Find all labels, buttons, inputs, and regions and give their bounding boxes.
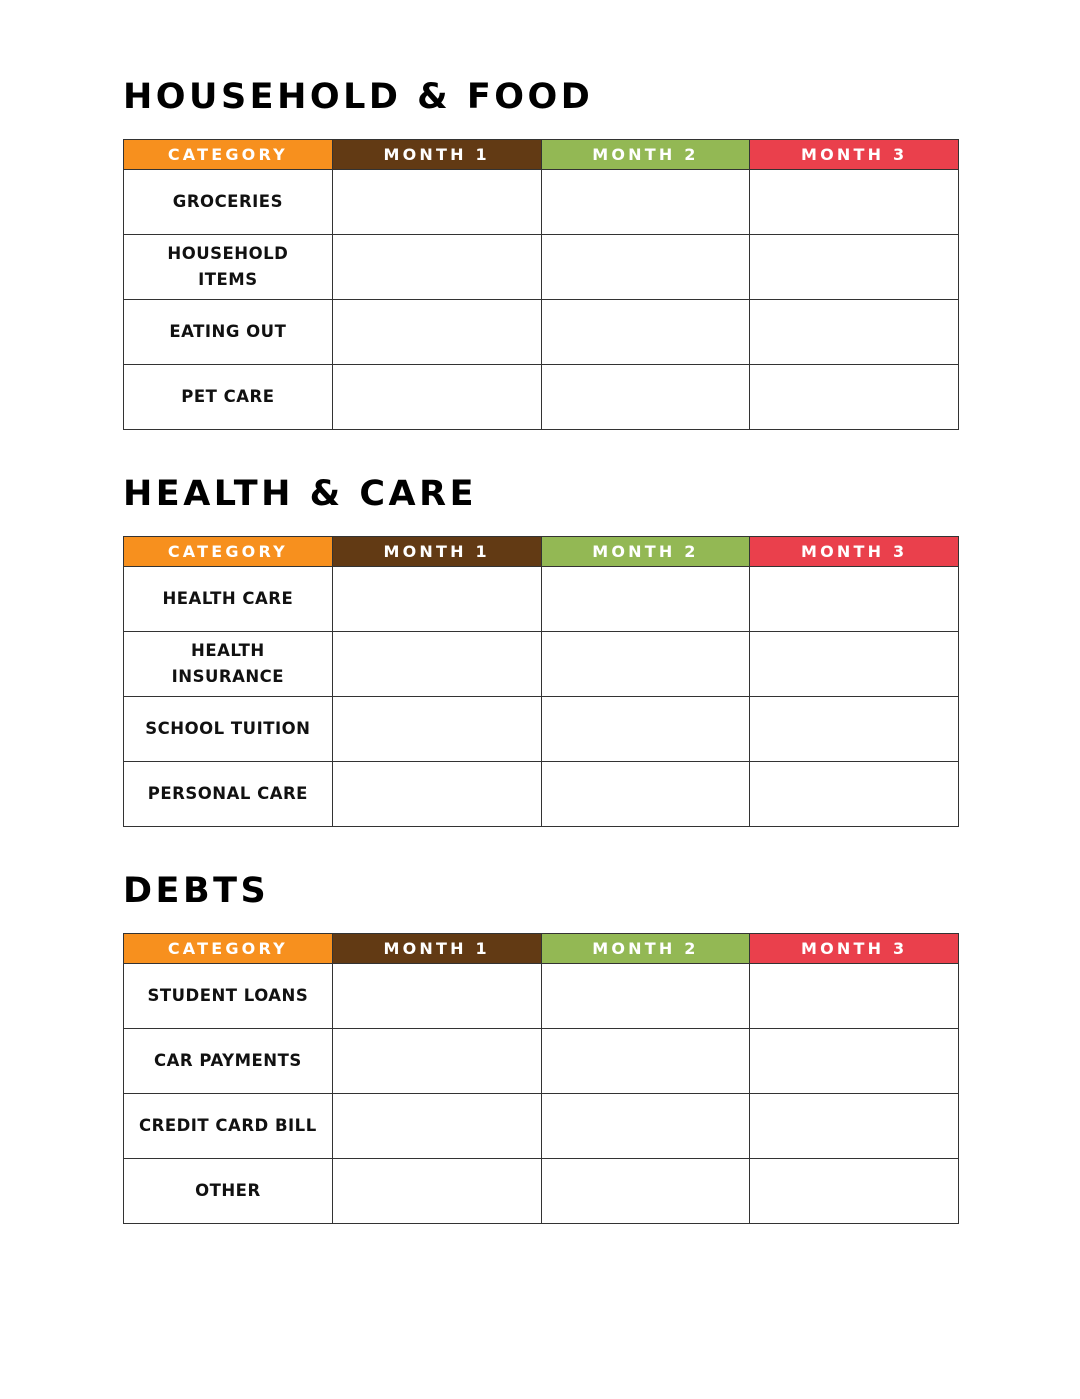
table-row	[124, 762, 959, 827]
month-3-cell[interactable]	[750, 632, 959, 697]
header-row	[124, 934, 959, 964]
month-2-cell[interactable]	[541, 697, 750, 762]
month-2-cell[interactable]	[541, 964, 750, 1029]
table-row	[124, 632, 959, 697]
month-2-cell[interactable]	[541, 300, 750, 365]
category-label: EATING OUT	[124, 300, 333, 365]
month-2-cell[interactable]	[541, 762, 750, 827]
month-1-cell[interactable]	[332, 235, 541, 300]
month-1-cell[interactable]	[332, 632, 541, 697]
month-3-cell[interactable]	[750, 170, 959, 235]
month-1-cell[interactable]	[332, 762, 541, 827]
section-title: DEBTS	[123, 871, 270, 911]
month-3-cell[interactable]	[750, 365, 959, 430]
month-1-header: MONTH 1	[332, 140, 541, 170]
month-3-header: MONTH 3	[750, 934, 959, 964]
section-title: HEALTH & CARE	[123, 474, 477, 514]
table-row	[124, 365, 959, 430]
month-3-cell[interactable]	[750, 1159, 959, 1224]
table-row	[124, 697, 959, 762]
table-row	[124, 300, 959, 365]
month-3-header: MONTH 3	[750, 537, 959, 567]
month-2-header: MONTH 2	[541, 934, 750, 964]
debts-table	[123, 933, 959, 1224]
month-3-cell[interactable]	[750, 300, 959, 365]
category-label: PERSONAL CARE	[124, 762, 333, 827]
category-header: CATEGORY	[124, 934, 333, 964]
month-2-cell[interactable]	[541, 632, 750, 697]
month-3-cell[interactable]	[750, 235, 959, 300]
month-2-cell[interactable]	[541, 1159, 750, 1224]
category-label: SCHOOL TUITION	[124, 697, 333, 762]
month-2-cell[interactable]	[541, 170, 750, 235]
month-1-cell[interactable]	[332, 964, 541, 1029]
category-label: CREDIT CARD BILL	[124, 1094, 333, 1159]
health-care-table	[123, 536, 959, 827]
month-1-cell[interactable]	[332, 1094, 541, 1159]
month-2-cell[interactable]	[541, 1029, 750, 1094]
month-1-cell[interactable]	[332, 365, 541, 430]
month-3-cell[interactable]	[750, 697, 959, 762]
category-label: HOUSEHOLD ITEMS	[124, 235, 333, 300]
category-label: OTHER	[124, 1159, 333, 1224]
month-1-cell[interactable]	[332, 170, 541, 235]
table-row	[124, 1159, 959, 1224]
month-2-cell[interactable]	[541, 567, 750, 632]
category-header: CATEGORY	[124, 140, 333, 170]
table-row	[124, 1029, 959, 1094]
category-header: CATEGORY	[124, 537, 333, 567]
category-label: PET CARE	[124, 365, 333, 430]
month-3-cell[interactable]	[750, 964, 959, 1029]
category-label: GROCERIES	[124, 170, 333, 235]
month-1-cell[interactable]	[332, 1029, 541, 1094]
month-1-cell[interactable]	[332, 300, 541, 365]
table-row	[124, 964, 959, 1029]
table-row	[124, 567, 959, 632]
month-2-cell[interactable]	[541, 235, 750, 300]
month-3-cell[interactable]	[750, 567, 959, 632]
month-2-header: MONTH 2	[541, 537, 750, 567]
month-1-header: MONTH 1	[332, 537, 541, 567]
category-label: STUDENT LOANS	[124, 964, 333, 1029]
section-title: HOUSEHOLD & FOOD	[123, 77, 594, 117]
header-row	[124, 140, 959, 170]
month-1-cell[interactable]	[332, 567, 541, 632]
table-row	[124, 170, 959, 235]
table-row	[124, 235, 959, 300]
month-2-header: MONTH 2	[541, 140, 750, 170]
month-2-cell[interactable]	[541, 365, 750, 430]
table-row	[124, 1094, 959, 1159]
month-3-cell[interactable]	[750, 1094, 959, 1159]
month-2-cell[interactable]	[541, 1094, 750, 1159]
month-1-cell[interactable]	[332, 1159, 541, 1224]
category-label: HEALTH CARE	[124, 567, 333, 632]
month-1-header: MONTH 1	[332, 934, 541, 964]
month-3-cell[interactable]	[750, 762, 959, 827]
month-3-cell[interactable]	[750, 1029, 959, 1094]
month-3-header: MONTH 3	[750, 140, 959, 170]
category-label: CAR PAYMENTS	[124, 1029, 333, 1094]
month-1-cell[interactable]	[332, 697, 541, 762]
header-row	[124, 537, 959, 567]
household-food-table	[123, 139, 959, 430]
category-label: HEALTH INSURANCE	[124, 632, 333, 697]
